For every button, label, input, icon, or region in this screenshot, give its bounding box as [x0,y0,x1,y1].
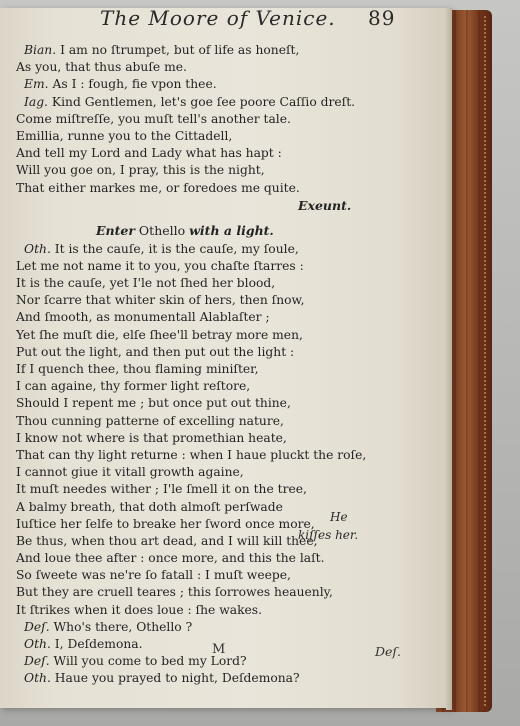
line-text: Yet ſhe muſt die, elſe ſhee'll betray more men, [16,327,303,342]
scene-lines-b [16,241,436,688]
verse-line [16,413,436,430]
line-text: Will you goe on, I pray, this is the night, [16,163,265,178]
line-text: I cannot giue it vitall growth againe, [16,465,244,480]
verse-line [16,275,436,292]
line-text: So ſweete was ne're ſo fatall : I muſt weepe, [16,568,291,583]
line-text: Put out the light, and then put out the light : [16,344,295,359]
verse-line [16,180,436,197]
verse-line [16,653,436,670]
verse-line [16,344,436,361]
verse-line [16,619,436,636]
speaker-prefix: Oth. [24,671,51,686]
verse-line [16,584,436,601]
margin-direction-2: kiſſes her. [298,528,359,542]
text-block [16,42,436,688]
verse-line [16,481,436,498]
line-text: As I : fough, fie vpon thee. [52,77,217,92]
line-text: As you, that thus abuſe me. [16,60,187,75]
line-text: Who's there, Othello ? [53,619,193,634]
verse-line [16,76,436,93]
speaker-prefix: Deſ. [24,654,50,669]
line-text: It is the cauſe, yet I'le not ſhed her blood, [16,276,276,291]
line-text: Be thus, when thou art dead, and I will kill thee, [16,533,318,548]
line-text: That can thy light returne : when I haue pluckt the roſe, [16,447,367,462]
line-text: Should I repent me ; but once put out thine, [16,396,291,411]
line-text: I am no ſtrumpet, but of life as honeſt, [60,43,300,57]
verse-line [16,670,436,687]
speaker-prefix: Em. [24,77,49,92]
verse-line [16,395,436,412]
line-text: And loue thee after : once more, and this the laſt. [16,551,325,566]
verse-line [16,602,436,619]
stage-direction-prefix: Enter [96,222,135,238]
page-edge [446,8,452,710]
line-text: Will you come to bed my Lord? [53,654,247,669]
speaker-prefix: Deſ. [24,619,50,634]
verse-line [16,464,436,481]
verse-line [16,361,436,378]
line-text: Iuſtice her ſelfe to breake her ſword once more, [16,516,315,531]
line-text: Haue you prayed to night, Deſdemona? [54,671,300,686]
verse-line [16,309,436,326]
verse-line [16,430,436,447]
scene-lines-a [16,42,436,197]
verse-line [16,241,436,258]
binding-tooling [446,16,486,706]
line-text: It ſtrikes when it does loue : ſhe wakes. [16,602,263,617]
speaker-prefix: Iag. [24,94,48,109]
verse-line [16,145,436,162]
page-number: 89 [368,6,396,30]
line-text: Kind Gentlemen, let's goe ſee poore Caſſio dreſt. [51,94,356,109]
speaker-prefix: Oth. [24,637,51,651]
verse-line [16,128,436,145]
stage-direction-name: Othello [138,222,186,238]
line-text: I can againe, thy former light reſtore, [16,379,251,394]
verse-line [16,327,436,344]
line-text: Thou cunning patterne of excelling nature, [16,413,284,428]
line-text: And tell my Lord and Lady what has hapt : [16,146,282,161]
verse-line [16,292,436,309]
verse-line [16,533,436,550]
line-text: But they are cruell teares ; this ſorrowes heauenly, [16,585,333,600]
running-head-title: The Moore of Venice. [100,6,336,30]
verse-line [16,162,436,179]
stage-direction [16,221,436,241]
verse-line [16,59,436,76]
verse-line [16,42,436,59]
signature-mark: M [212,642,226,657]
line-text: I, Deſdemona. [54,637,143,651]
stage-direction-suffix: with a light. [189,222,274,238]
speaker-prefix: Bian. [24,43,57,57]
verse-line [16,94,436,111]
verse-line [16,550,436,567]
verse-line [16,636,436,653]
line-text: It muſt needes wither ; I'le ſmell it on the tree, [16,482,307,497]
line-text: It is the cauſe, it is the cauſe, my ſoule, [54,241,299,256]
verse-line [16,378,436,395]
line-text: Come miſtreſſe, you muſt tell's another tale. [16,111,291,126]
line-text: I know not where is that promethian heate, [16,430,287,445]
margin-direction-1: He [330,510,348,524]
verse-line [16,258,436,275]
line-text: That either markes me, or foredoes me quite. [16,180,300,195]
exeunt-direction: Exeunt. [298,197,352,213]
catchword: Deſ. [375,644,402,659]
speaker-prefix: Oth. [24,241,51,256]
verse-line [16,111,436,128]
line-text: A balmy breath, that doth almoſt perſwade [16,499,283,514]
running-head [100,6,420,30]
verse-line [16,567,436,584]
line-text: And ſmooth, as monumentall Alablaſter ; [16,310,270,325]
line-text: Emillia, runne you to the Cittadell, [16,128,233,143]
verse-line [16,447,436,464]
line-text: If I quench thee, thou flaming miniſter, [16,362,259,376]
verse-line [16,499,436,516]
verse-line [16,516,436,533]
line-text: Let me not name it to you, you chaſte ſtarres : [16,258,304,273]
line-text: Nor ſcarre that whiter skin of hers, then ſnow, [16,293,305,308]
